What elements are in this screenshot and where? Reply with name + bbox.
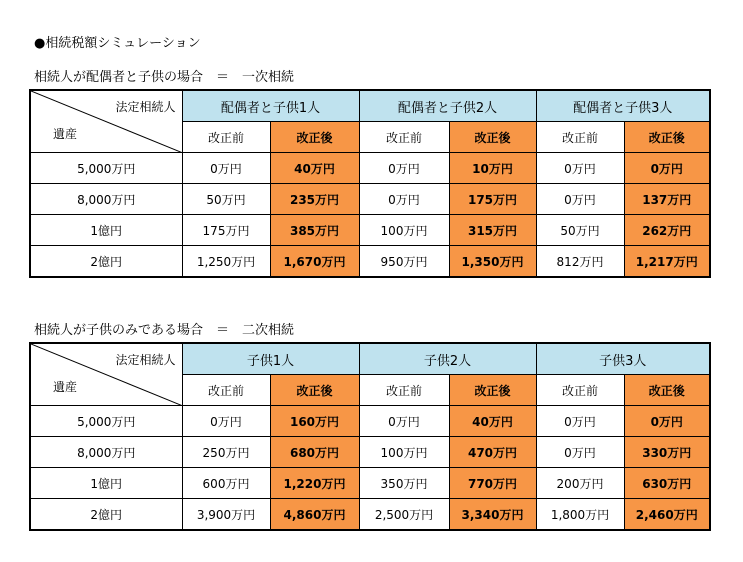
secondary-inheritance-table xyxy=(29,342,711,531)
page-title: ●相続税額シミュレーション xyxy=(34,36,201,51)
tax-after: 630万円 xyxy=(624,468,710,499)
tax-before: 350万円 xyxy=(359,468,449,499)
estate-label: 遺産 xyxy=(53,127,78,141)
estate-value: 2億円 xyxy=(30,246,182,278)
tax-after: 1,670万円 xyxy=(270,246,359,278)
tax-after: 175万円 xyxy=(449,184,536,215)
group-header: 配偶者と子供1人 xyxy=(182,90,359,122)
table-row xyxy=(30,153,710,184)
tax-after: 1,350万円 xyxy=(449,246,536,278)
tax-after: 160万円 xyxy=(270,406,359,437)
tax-after: 0万円 xyxy=(624,406,710,437)
tax-before: 0万円 xyxy=(182,406,270,437)
estate-value: 5,000万円 xyxy=(30,153,182,184)
tax-before: 100万円 xyxy=(359,215,449,246)
corner-header xyxy=(30,90,182,153)
estate-value: 8,000万円 xyxy=(30,184,182,215)
estate-value: 8,000万円 xyxy=(30,437,182,468)
tax-after: 330万円 xyxy=(624,437,710,468)
group-header: 配偶者と子供3人 xyxy=(536,90,710,122)
tax-after: 1,220万円 xyxy=(270,468,359,499)
tax-after: 4,860万円 xyxy=(270,499,359,531)
tax-after: 2,460万円 xyxy=(624,499,710,531)
tax-before: 3,900万円 xyxy=(182,499,270,531)
before-reform-header: 改正前 xyxy=(536,122,624,153)
after-reform-header: 改正後 xyxy=(449,122,536,153)
tax-after: 235万円 xyxy=(270,184,359,215)
table-row xyxy=(30,184,710,215)
tax-after: 137万円 xyxy=(624,184,710,215)
before-reform-header: 改正前 xyxy=(182,375,270,406)
before-reform-header: 改正前 xyxy=(182,122,270,153)
tax-after: 40万円 xyxy=(449,406,536,437)
tax-before: 100万円 xyxy=(359,437,449,468)
tax-before: 950万円 xyxy=(359,246,449,278)
corner-header xyxy=(30,343,182,406)
estate-label: 遺産 xyxy=(53,380,78,394)
tax-after: 385万円 xyxy=(270,215,359,246)
tax-after: 470万円 xyxy=(449,437,536,468)
before-reform-header: 改正前 xyxy=(359,122,449,153)
after-reform-header: 改正後 xyxy=(270,122,359,153)
group-header: 配偶者と子供2人 xyxy=(359,90,536,122)
after-reform-header: 改正後 xyxy=(270,375,359,406)
tax-after: 10万円 xyxy=(449,153,536,184)
tax-after: 680万円 xyxy=(270,437,359,468)
tax-before: 175万円 xyxy=(182,215,270,246)
tax-after: 0万円 xyxy=(624,153,710,184)
tax-before: 1,250万円 xyxy=(182,246,270,278)
estate-value: 1億円 xyxy=(30,468,182,499)
table-row xyxy=(30,499,710,531)
tax-before: 0万円 xyxy=(359,153,449,184)
tax-before: 0万円 xyxy=(182,153,270,184)
group-header: 子供1人 xyxy=(182,343,359,375)
tax-before: 1,800万円 xyxy=(536,499,624,531)
tax-after: 770万円 xyxy=(449,468,536,499)
estate-value: 1億円 xyxy=(30,215,182,246)
after-reform-header: 改正後 xyxy=(449,375,536,406)
tax-before: 0万円 xyxy=(359,406,449,437)
tax-after: 1,217万円 xyxy=(624,246,710,278)
table-row xyxy=(30,246,710,278)
group-header: 子供2人 xyxy=(359,343,536,375)
table-row xyxy=(30,468,710,499)
tax-before: 600万円 xyxy=(182,468,270,499)
primary-inheritance-table xyxy=(29,89,711,278)
before-reform-header: 改正前 xyxy=(536,375,624,406)
tax-before: 50万円 xyxy=(536,215,624,246)
tax-before: 250万円 xyxy=(182,437,270,468)
group-header: 子供3人 xyxy=(536,343,710,375)
tax-after: 3,340万円 xyxy=(449,499,536,531)
tax-before: 0万円 xyxy=(359,184,449,215)
table-row xyxy=(30,437,710,468)
tax-before: 0万円 xyxy=(536,153,624,184)
tax-before: 0万円 xyxy=(536,406,624,437)
tax-before: 0万円 xyxy=(536,184,624,215)
legal-heirs-label: 法定相続人 xyxy=(115,353,176,367)
estate-value: 5,000万円 xyxy=(30,406,182,437)
table-row xyxy=(30,406,710,437)
tax-before: 50万円 xyxy=(182,184,270,215)
tax-after: 315万円 xyxy=(449,215,536,246)
before-reform-header: 改正前 xyxy=(359,375,449,406)
tax-after: 40万円 xyxy=(270,153,359,184)
legal-heirs-label: 法定相続人 xyxy=(115,100,176,114)
section1-caption: 相続人が配偶者と子供の場合 ＝ 一次相続 xyxy=(34,70,295,85)
tax-before: 812万円 xyxy=(536,246,624,278)
tax-before: 0万円 xyxy=(536,437,624,468)
section2-caption: 相続人が子供のみである場合 ＝ 二次相続 xyxy=(34,323,295,338)
after-reform-header: 改正後 xyxy=(624,122,710,153)
tax-before: 200万円 xyxy=(536,468,624,499)
tax-before: 2,500万円 xyxy=(359,499,449,531)
table-row xyxy=(30,215,710,246)
estate-value: 2億円 xyxy=(30,499,182,531)
after-reform-header: 改正後 xyxy=(624,375,710,406)
tax-after: 262万円 xyxy=(624,215,710,246)
